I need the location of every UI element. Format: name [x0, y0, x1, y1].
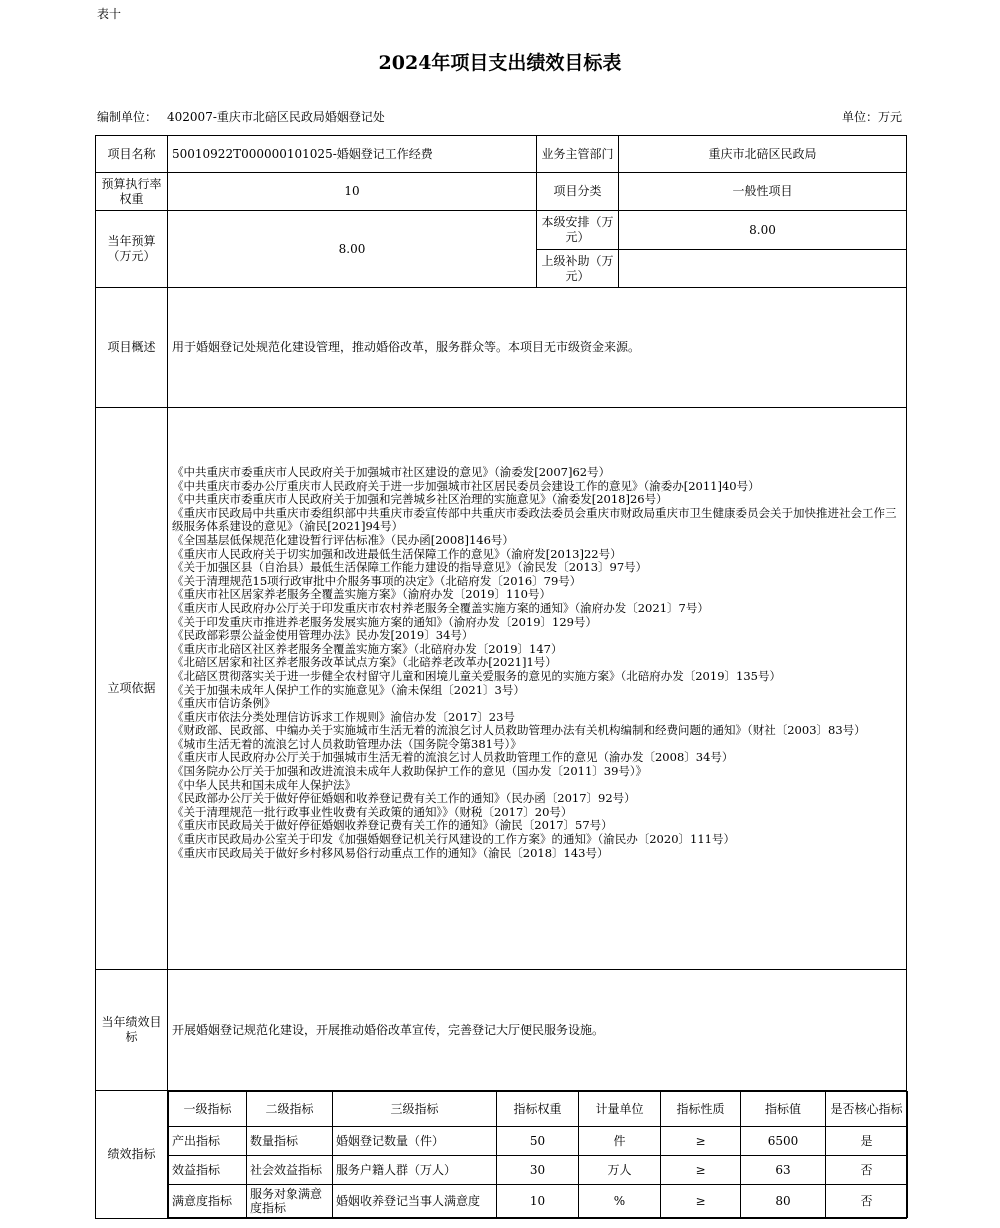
basis-item: 《城市生活无着的流浪乞讨人员救助管理办法（国务院令第381号）》 [172, 736, 522, 751]
indicator-header-cell: 一级指标 [169, 1092, 247, 1127]
department-label: 业务主管部门 [537, 136, 619, 173]
project-category-value: 一般性项目 [619, 173, 907, 211]
indicator-header-cell: 指标性质 [661, 1092, 741, 1127]
basis-item: 《全国基层低保规范化建设暂行评估标准》（民办函[2008]146号） [172, 532, 514, 547]
indicators-cell [168, 1091, 907, 1219]
indicator-header-cell: 指标权重 [497, 1092, 579, 1127]
indicator-cell: 万人 [579, 1156, 661, 1185]
basis-item: 《重庆市民政局关于做好停征婚姻收养登记费有关工作的通知》（渝民〔2017〕57号） [172, 818, 613, 833]
basis-item: 《中共重庆市委重庆市人民政府关于加强和完善城乡社区治理的实施意见》（渝委发[2018]26号） [172, 492, 668, 507]
basis-item: 《北碚区贯彻落实关于进一步健全农村留守儿童和困境儿童关爱服务的意见的实施方案》（北碚府办发〔2019〕135号） [172, 668, 781, 683]
basis-item: 《关于清理规范一批行政事业性收费有关政策的通知》》（财税〔2017〕20号） [172, 804, 573, 819]
annual-goal-label: 当年绩效目标 [96, 970, 168, 1091]
basis-item: 《重庆市民政局中共重庆市委组织部中共重庆市委宣传部中共重庆市委政法委员会重庆市财政局重庆市卫生健康委员会关于加快推进社会工作三级服务体系建设的意见》（渝民[2021]94号） [172, 505, 897, 534]
indicator-cell: ≥ [661, 1127, 741, 1156]
indicator-header-cell: 计量单位 [579, 1092, 661, 1127]
basis-item: 《民政部办公厅关于做好停征婚姻和收养登记费有关工作的通知》（民办函〔2017〕92号） [172, 791, 636, 806]
indicator-header-cell: 是否核心指标 [826, 1092, 908, 1127]
currency-unit: 单位：万元 [841, 110, 902, 124]
indicator-cell: 30 [497, 1156, 579, 1185]
indicator-cell: 50 [497, 1127, 579, 1156]
compiling-unit-value: 402007-重庆市北碚区民政局婚姻登记处 [167, 110, 385, 124]
execution-rate-value: 10 [168, 173, 537, 211]
basis-item: 《重庆市依法分类处理信访诉求工作规则》渝信办发〔2017〕23号 [172, 709, 515, 724]
indicator-cell: 产出指标 [169, 1127, 247, 1156]
indicator-cell: 数量指标 [247, 1127, 333, 1156]
basis-item: 《关于印发重庆市推进养老服务发展实施方案的通知》（渝府办发〔2019〕129号） [172, 614, 597, 629]
basis-item: 《重庆市民政局关于做好乡村移风易俗行动重点工作的通知》（渝民〔2018〕143号） [172, 845, 609, 860]
basis-item: 《中华人民共和国未成年人保护法》 [172, 777, 356, 792]
basis-item: 《关于清理规范15项行政审批中介服务事项的决定》（北碚府发〔2016〕79号） [172, 573, 582, 588]
basis-item: 《关于加强未成年人保护工作的实施意见》（渝未保组〔2021〕3号） [172, 682, 525, 697]
local-allocation-value: 8.00 [619, 211, 907, 250]
department-value: 重庆市北碚区民政局 [619, 136, 907, 173]
basis-item: 《中共重庆市委重庆市人民政府关于加强城市社区建设的意见》（渝委发[2007]62号） [172, 465, 611, 479]
indicator-cell: 婚姻收养登记当事人满意度 [333, 1185, 497, 1218]
basis-item: 《关于加强区县（自治县）最低生活保障工作能力建设的指导意见》（渝民发〔2013〕97号） [172, 560, 648, 575]
indicator-row [169, 1185, 908, 1218]
indicators-label: 绩效指标 [96, 1091, 168, 1219]
indicators-header-row [169, 1092, 908, 1127]
basis-item: 《重庆市人民政府关于切实加强和改进最低生活保障工作的意见》（渝府发[2013]22号） [172, 546, 622, 561]
indicator-header-cell: 三级指标 [333, 1092, 497, 1127]
basis-item: 《重庆市民政局办公室关于印发《加强婚姻登记机关行风建设的工作方案》的通知》（渝民办〔2020〕111号） [172, 832, 735, 847]
project-category-label: 项目分类 [537, 173, 619, 211]
basis-item: 《财政部、民政部、中编办关于实施城市生活无着的流浪乞讨人员救助管理办法有关机构编制和经费问题的通知》（财社〔2003〕83号） [172, 723, 866, 738]
annual-budget-label: 当年预算（万元） [96, 211, 168, 288]
basis-item: 《中共重庆市委办公厅重庆市人民政府关于进一步加强城市社区居民委员会建设工作的意见》（渝委办[2011]40号） [172, 478, 760, 493]
annual-goal-value: 开展婚姻登记规范化建设，开展推动婚俗改革宣传，完善登记大厅便民服务设施。 [168, 970, 907, 1091]
compiling-unit [97, 108, 385, 125]
indicator-cell: 6500 [741, 1127, 826, 1156]
project-name-label: 项目名称 [96, 136, 168, 173]
indicator-cell: 10 [497, 1185, 579, 1218]
basis-item: 《国务院办公厅关于加强和改进流浪未成年人救助保护工作的意见（国办发〔2011〕39号）》 [172, 764, 648, 779]
upper-subsidy-label: 上级补助（万元） [537, 250, 619, 288]
basis-list [168, 408, 907, 970]
performance-target-table [95, 135, 907, 1219]
indicator-cell: 件 [579, 1127, 661, 1156]
upper-subsidy-value [619, 250, 907, 288]
indicator-cell: 社会效益指标 [247, 1156, 333, 1185]
indicators-table [168, 1091, 908, 1218]
indicator-cell: 婚姻登记数量（件） [333, 1127, 497, 1156]
basis-item: 《重庆市社区居家养老服务全覆盖实施方案》（渝府办发〔2019〕110号） [172, 587, 551, 602]
indicator-cell: 服务对象满意度指标 [247, 1185, 333, 1218]
table-number-label: 表十 [97, 7, 122, 21]
compiling-unit-label: 编制单位： [97, 110, 158, 124]
indicator-cell: ≥ [661, 1185, 741, 1218]
page-title: 2024年项目支出绩效目标表 [378, 52, 622, 74]
basis-label: 立项依据 [96, 408, 168, 970]
indicator-cell: 否 [826, 1185, 908, 1218]
indicator-cell: 63 [741, 1156, 826, 1185]
overview-value: 用于婚姻登记处规范化建设管理，推动婚俗改革，服务群众等。本项目无市级资金来源。 [168, 288, 907, 408]
annual-budget-value: 8.00 [168, 211, 537, 288]
basis-item: 《重庆市北碚区社区养老服务全覆盖实施方案》（北碚府办发〔2019〕147） [172, 641, 563, 656]
basis-item: 《重庆市人民政府办公厅关于加强城市生活无着的流浪乞讨人员救助管理工作的意见（渝办发〔2008〕34号） [172, 750, 734, 765]
basis-item: 《民政部彩票公益金使用管理办法》民办发[2019〕34号） [172, 628, 474, 643]
indicator-cell: ≥ [661, 1156, 741, 1185]
indicator-cell: 效益指标 [169, 1156, 247, 1185]
overview-label: 项目概述 [96, 288, 168, 408]
project-name-value: 50010922T000000101025-婚姻登记工作经费 [168, 136, 537, 173]
indicator-cell: % [579, 1185, 661, 1218]
local-allocation-label: 本级安排（万元） [537, 211, 619, 250]
indicator-cell: 服务户籍人群（万人） [333, 1156, 497, 1185]
basis-item: 《重庆市信访条例》 [172, 696, 276, 711]
indicator-row [169, 1127, 908, 1156]
indicator-cell: 80 [741, 1185, 826, 1218]
indicator-cell: 是 [826, 1127, 908, 1156]
indicator-header-cell: 二级指标 [247, 1092, 333, 1127]
indicator-cell: 满意度指标 [169, 1185, 247, 1218]
basis-item: 《重庆市人民政府办公厅关于印发重庆市农村养老服务全覆盖实施方案的通知》（渝府办发〔2021〕7号） [172, 600, 709, 615]
basis-item: 《北碚区居家和社区养老服务改革试点方案》（北碚养老改革办[2021]1号） [172, 655, 557, 670]
indicator-row [169, 1156, 908, 1185]
execution-rate-label: 预算执行率权重 [96, 173, 168, 211]
indicator-cell: 否 [826, 1156, 908, 1185]
indicator-header-cell: 指标值 [741, 1092, 826, 1127]
